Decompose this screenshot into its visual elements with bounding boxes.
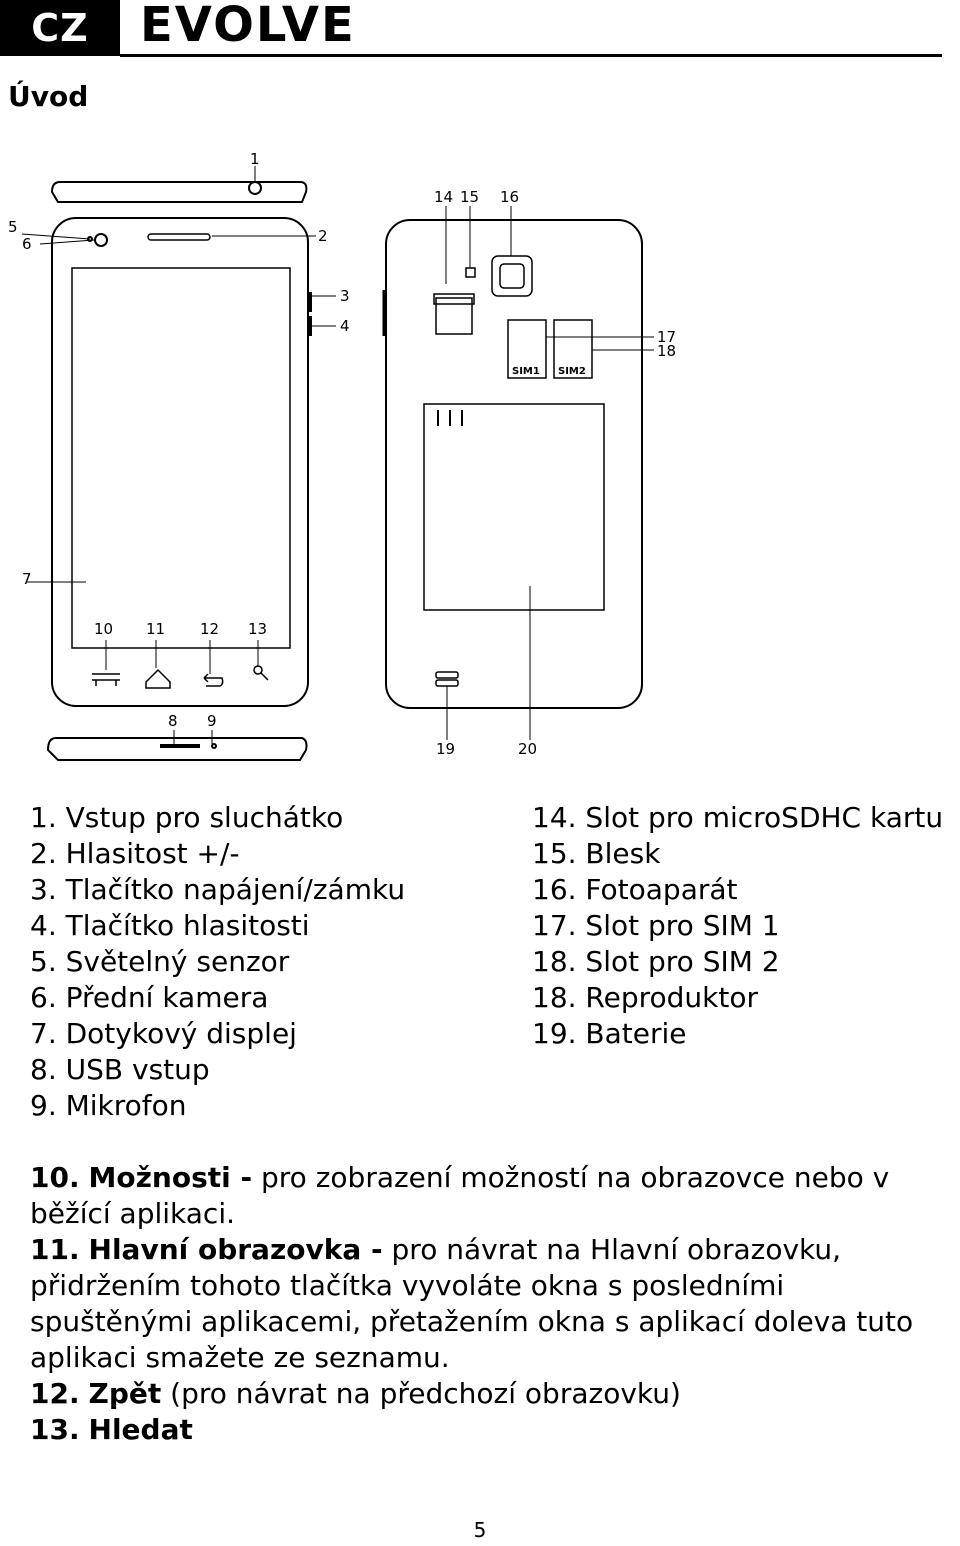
callout-7: 7 — [22, 570, 32, 588]
description-item — [30, 1412, 940, 1448]
flash-icon — [466, 268, 475, 277]
sim1-label: SIM1 — [512, 366, 540, 377]
callout-5: 5 — [8, 218, 18, 236]
description-term: Zpět — [88, 1377, 162, 1410]
callout-4: 4 — [340, 317, 350, 335]
header-divider — [120, 54, 942, 57]
page-number: 5 — [473, 1518, 487, 1542]
description-number: 12. — [30, 1377, 80, 1410]
description-text: (pro návrat na předchozí obrazovku) — [161, 1377, 681, 1410]
phone-top-edge — [52, 182, 306, 202]
rear-camera-icon — [492, 256, 532, 296]
home-key-icon — [146, 670, 170, 688]
callout-3: 3 — [340, 287, 350, 305]
description-number: 13. — [30, 1413, 80, 1446]
search-key-icon — [254, 666, 268, 680]
callout-18: 18 — [657, 342, 677, 360]
legend-item: 9. Mikrofon — [30, 1089, 187, 1122]
description-text: pro zobrazení možností na obrazovce nebo v běžící aplikaci. — [30, 1161, 890, 1230]
microsd-slot-inner — [434, 294, 474, 304]
legend-item: 4. Tlačítko hlasitosti — [30, 909, 310, 942]
description-item — [30, 1232, 940, 1376]
description-number: 10. — [30, 1161, 80, 1194]
callout-16: 16 — [500, 188, 520, 206]
legend-item: 5. Světelný senzor — [30, 945, 290, 978]
callout-12: 12 — [200, 620, 220, 638]
legend-item: 19. Baterie — [532, 1017, 687, 1050]
section-title: Úvod — [8, 80, 89, 113]
legend-item: 14. Slot pro microSDHC kartu — [532, 801, 944, 834]
language-badge — [0, 0, 120, 56]
back-key-icon — [204, 674, 223, 686]
callout-13: 13 — [248, 620, 268, 638]
phone-diagram — [0, 140, 960, 780]
header — [0, 0, 960, 60]
language-badge-label: CZ — [31, 6, 89, 50]
legend-item: 1. Vstup pro sluchátko — [30, 801, 344, 834]
legend-item: 7. Dotykový displej — [30, 1017, 297, 1050]
front-camera-icon — [95, 234, 107, 246]
legend-item: 8. USB vstup — [30, 1053, 210, 1086]
callout-15: 15 — [460, 188, 480, 206]
callout-20: 20 — [518, 740, 538, 758]
description-term: Hledat — [88, 1413, 193, 1446]
legend-item: 2. Hlasitost +/- — [30, 837, 240, 870]
description-term: Možnosti - — [88, 1161, 253, 1194]
legend-left — [30, 800, 405, 1124]
callout-2: 2 — [318, 227, 328, 245]
legend-item: 6. Přední kamera — [30, 981, 269, 1014]
rear-camera-lens — [500, 264, 524, 288]
callout-17: 17 — [657, 328, 677, 346]
callout-labels — [8, 150, 676, 758]
phone-front — [52, 218, 308, 706]
headphone-jack-icon — [249, 182, 261, 194]
legend-item: 15. Blesk — [532, 837, 661, 870]
phone-screen — [72, 268, 290, 648]
callout-11: 11 — [146, 620, 166, 638]
legend-item: 3. Tlačítko napájení/zámku — [30, 873, 406, 906]
description-term: Hlavní obrazovka - — [88, 1233, 383, 1266]
callout-6: 6 — [22, 235, 32, 253]
earpiece — [148, 234, 210, 240]
battery-icon — [424, 404, 604, 610]
key-descriptions — [30, 1160, 940, 1448]
brand-logo: EVOLVE — [140, 0, 356, 53]
menu-key-icon — [92, 674, 120, 686]
description-item — [30, 1376, 940, 1412]
description-text: pro návrat na Hlavní obrazovku, přidržením tohoto tlačítka vyvoláte okna s posledními spuštěnými aplikacemi, přetažením okna s aplikací doleva tuto aplikaci smažete ze seznamu. — [30, 1233, 914, 1374]
microphone-hole — [212, 744, 216, 748]
callout-14: 14 — [434, 188, 454, 206]
legend-item: 18. Reproduktor — [532, 981, 759, 1014]
callout-10: 10 — [94, 620, 114, 638]
speaker-icon-2 — [436, 680, 458, 686]
speaker-icon — [436, 672, 458, 678]
legend-right — [532, 800, 943, 1052]
callout-1: 1 — [250, 150, 260, 168]
legend-item: 18. Slot pro SIM 2 — [532, 945, 780, 978]
description-number: 11. — [30, 1233, 80, 1266]
legend-item: 16. Fotoaparát — [532, 873, 738, 906]
callout-19: 19 — [436, 740, 456, 758]
callout-9: 9 — [207, 712, 217, 730]
callout-8: 8 — [168, 712, 178, 730]
sim2-label: SIM2 — [558, 366, 586, 377]
description-item — [30, 1160, 940, 1232]
legend-item: 17. Slot pro SIM 1 — [532, 909, 780, 942]
phone-bottom-edge — [48, 738, 307, 760]
